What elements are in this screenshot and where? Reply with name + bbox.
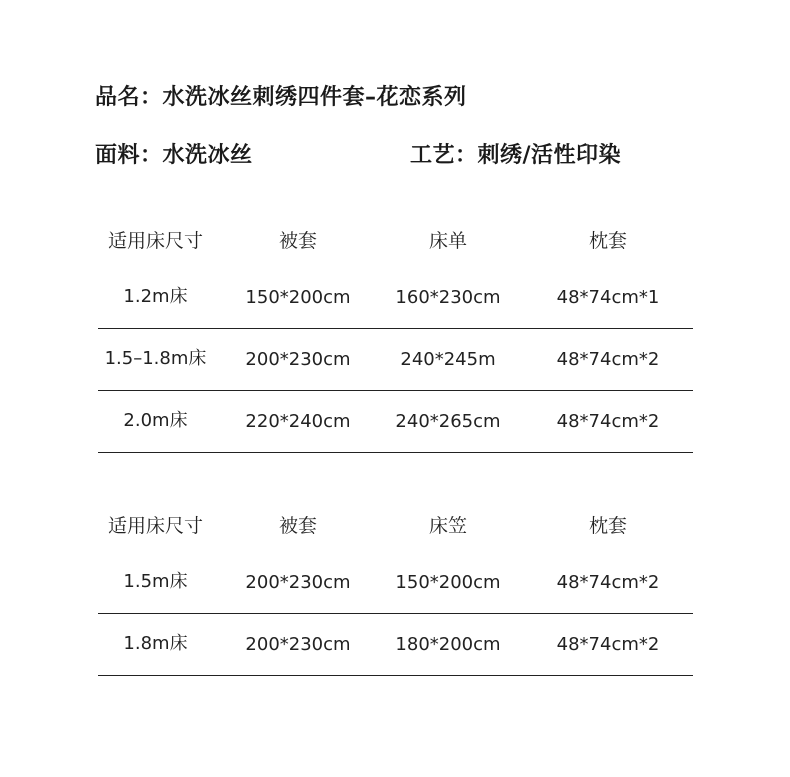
cell-bed-sheet: 160*230cm (395, 287, 501, 308)
table-row (98, 267, 693, 329)
header-pillowcase: 枕套 (588, 515, 627, 537)
cell-bed-sheet: 240*265cm (395, 411, 501, 432)
cell-pillowcase: 48*74cm*1 (556, 287, 660, 308)
size-table-fitted (98, 497, 693, 676)
cell-pillowcase: 48*74cm*2 (556, 634, 660, 655)
header-bed-sheet: 床单 (428, 230, 467, 252)
cell-pillowcase: 48*74cm*2 (556, 349, 660, 370)
table-header-row (98, 212, 693, 267)
header-fitted-sheet: 床笠 (428, 515, 467, 537)
table-row (98, 329, 693, 391)
fabric-info: 面料：水洗冰丝 (95, 143, 253, 168)
cell-bed-size: 1.5–1.8m床 (104, 347, 207, 369)
table-row (98, 552, 693, 614)
header-duvet-cover: 被套 (278, 230, 317, 252)
cell-bed-size: 1.8m床 (123, 632, 188, 654)
header-bed-size: 适用床尺寸 (107, 515, 203, 537)
header-bed-size: 适用床尺寸 (107, 230, 203, 252)
craft-info: 工艺：刺绣/活性印染 (410, 143, 622, 168)
cell-pillowcase: 48*74cm*2 (556, 411, 660, 432)
cell-duvet-cover: 150*200cm (245, 287, 351, 308)
cell-pillowcase: 48*74cm*2 (556, 572, 660, 593)
cell-bed-size: 1.5m床 (123, 570, 188, 592)
cell-duvet-cover: 200*230cm (245, 572, 351, 593)
table-row (98, 391, 693, 453)
product-name: 品名：水洗冰丝刺绣四件套–花恋系列 (95, 85, 467, 110)
size-table-sheet (98, 212, 693, 453)
table-row (98, 614, 693, 676)
header-pillowcase: 枕套 (588, 230, 627, 252)
cell-fitted-sheet: 180*200cm (395, 634, 501, 655)
cell-bed-size: 1.2m床 (123, 285, 188, 307)
cell-bed-sheet: 240*245m (400, 349, 496, 370)
cell-duvet-cover: 220*240cm (245, 411, 351, 432)
cell-duvet-cover: 200*230cm (245, 634, 351, 655)
table-header-row (98, 497, 693, 552)
header-duvet-cover: 被套 (278, 515, 317, 537)
cell-duvet-cover: 200*230cm (245, 349, 351, 370)
cell-fitted-sheet: 150*200cm (395, 572, 501, 593)
cell-bed-size: 2.0m床 (123, 409, 188, 431)
